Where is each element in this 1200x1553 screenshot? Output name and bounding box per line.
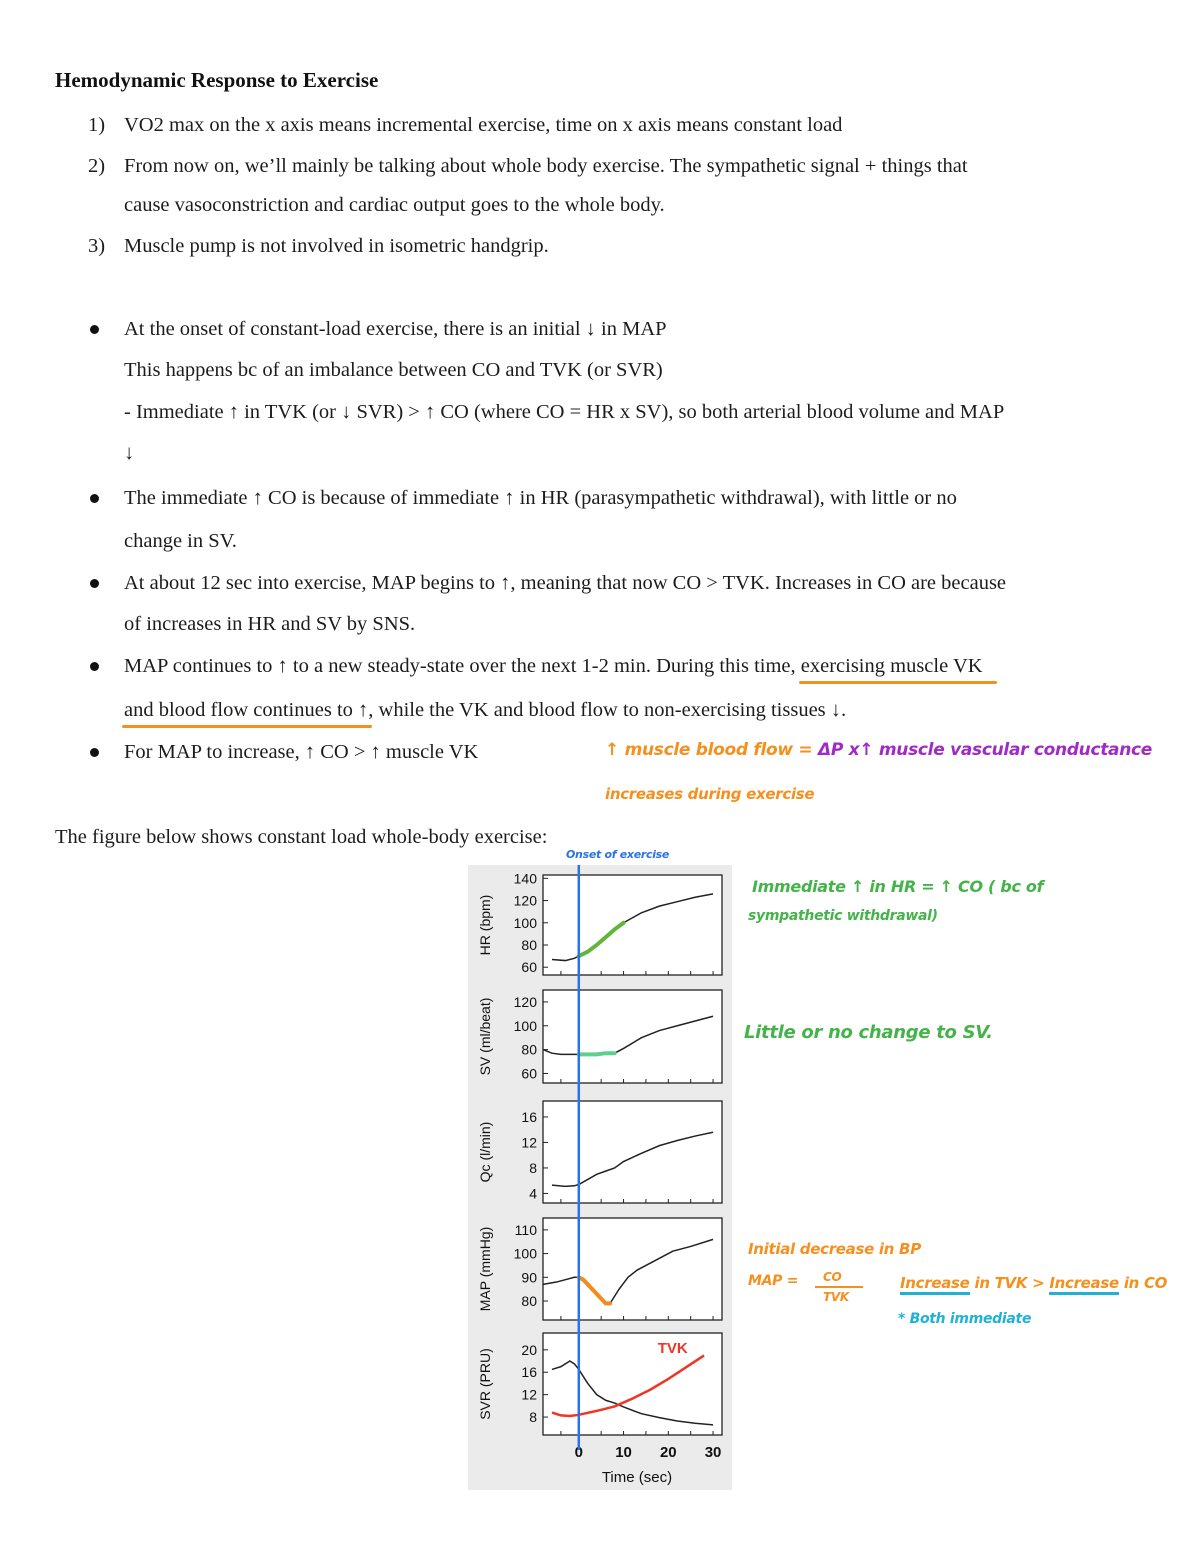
list-text: At the onset of constant-load exercise, there is an initial ↓ in MAP [124, 318, 667, 340]
y-tick-label: 20 [521, 1341, 537, 1358]
highlighted-text: exercising muscle VK [801, 645, 983, 687]
note-sv: Little or no change to SV. [744, 1022, 993, 1043]
plot-frame [543, 1218, 722, 1320]
note-both-immediate: * Both immediate [898, 1311, 1032, 1327]
list-text: cause vasoconstriction and cardiac output goes to the whole body. [124, 194, 665, 216]
note-map-ineq-a: Increase [900, 1274, 970, 1295]
plot-frame [543, 1101, 722, 1203]
note-map-ineq [900, 1274, 1167, 1292]
list-text [124, 645, 983, 687]
highlight-line [579, 1053, 615, 1054]
y-tick-label: 80 [521, 1293, 537, 1310]
note-map-eq-label: MAP = [748, 1273, 799, 1289]
y-tick-label: 120 [513, 993, 537, 1010]
note-hr-1: Immediate ↑ in HR = ↑ CO ( bc of [752, 877, 1044, 896]
page-title: Hemodynamic Response to Exercise [55, 68, 379, 92]
y-axis-label: SV (ml/beat) [477, 997, 493, 1076]
note-onset: Onset of exercise [566, 848, 670, 861]
list-marker: 2) [88, 155, 106, 177]
list-text: The immediate ↑ CO is because of immediate ↑ in HR (parasympathetic withdrawal), with little or no [124, 487, 957, 509]
bullet-dot [90, 494, 99, 503]
y-tick-label: 12 [521, 1134, 537, 1151]
note-map-eq-num: CO [823, 1270, 842, 1284]
list-text: At about 12 sec into exercise, MAP begins to ↑, meaning that now CO > TVK. Increases in CO are because [124, 572, 1007, 594]
x-tick-label: 0 [574, 1444, 583, 1461]
x-tick-label: 10 [615, 1444, 632, 1461]
list-text: This happens bc of an imbalance between CO and TVK (or SVR) [124, 359, 663, 381]
x-tick-label: 20 [659, 1444, 677, 1461]
note-increases: increases during exercise [605, 785, 815, 803]
y-tick-label: 100 [513, 1245, 537, 1262]
x-axis-label: Time (sec) [601, 1469, 673, 1486]
bullet-dot [90, 325, 99, 334]
list-text-plain: , while the VK and blood flow to non-exercising tissues ↓. [368, 699, 847, 721]
highlighted-text: and blood flow continues to ↑ [124, 689, 368, 731]
y-tick-label: 8 [529, 1159, 537, 1176]
plot-frame [543, 990, 722, 1083]
list-marker: 1) [88, 114, 106, 136]
note-map-eq-den: TVK [823, 1290, 849, 1304]
tvk-label: TVK [657, 1340, 688, 1357]
y-tick-label: 16 [521, 1364, 537, 1381]
y-tick-label: 60 [521, 959, 537, 976]
hemodynamic-figure [468, 865, 732, 1490]
bullet-dot [90, 748, 99, 757]
bullet-dot [90, 579, 99, 588]
note-map-ineq-b: in TVK > [974, 1274, 1045, 1292]
note-map-decrease: Initial decrease in BP [748, 1240, 921, 1258]
y-tick-label: 120 [513, 892, 537, 909]
plot-frame [543, 1333, 722, 1435]
note-muscle-flow-a: ↑ muscle blood flow = [605, 740, 813, 760]
list-text: of increases in HR and SV by SNS. [124, 613, 416, 635]
list-text-plain: MAP continues to ↑ to a new steady-state over the next 1-2 min. During this time, [124, 655, 801, 677]
figure-caption: The figure below shows constant load whole-body exercise: [55, 826, 548, 848]
y-tick-label: 60 [521, 1065, 537, 1082]
list-text: From now on, we’ll mainly be talking about whole body exercise. The sympathetic signal + things that [124, 155, 968, 177]
note-hr-2: sympathetic withdrawal) [748, 908, 938, 924]
y-tick-label: 80 [521, 1041, 537, 1058]
y-tick-label: 8 [529, 1409, 537, 1426]
list-text [124, 689, 846, 731]
list-text: - Immediate ↑ in TVK (or ↓ SVR) > ↑ CO (where CO = HR x SV), so both arterial blood volume and MAP [124, 401, 1005, 423]
note-map-ineq-c: Increase [1049, 1274, 1119, 1295]
list-text: change in SV. [124, 530, 237, 552]
fraction-bar [815, 1286, 863, 1288]
list-marker: 3) [88, 235, 106, 257]
list-text: ↓ [124, 442, 135, 464]
y-tick-label: 80 [521, 937, 537, 953]
y-tick-label: 16 [521, 1108, 537, 1125]
y-axis-label: SVR (PRU) [477, 1348, 493, 1420]
y-tick-label: 110 [514, 1221, 537, 1238]
y-axis-label: HR (bpm) [477, 894, 493, 956]
note-muscle-flow-c: ↑ muscle vascular conductance [859, 740, 1153, 760]
x-tick-label: 30 [704, 1444, 722, 1461]
y-tick-label: 100 [513, 914, 537, 931]
bullet-dot [90, 662, 99, 671]
y-axis-label: MAP (mmHg) [477, 1226, 493, 1312]
note-map-ineq-d: in CO [1123, 1274, 1168, 1292]
note-muscle-flow-b: ΔP x [818, 740, 860, 760]
y-tick-label: 140 [513, 870, 537, 887]
y-tick-label: 12 [521, 1386, 537, 1403]
list-text: VO2 max on the x axis means incremental exercise, time on x axis means constant load [124, 114, 843, 136]
list-text: For MAP to increase, ↑ CO > ↑ muscle VK [124, 741, 479, 763]
y-tick-label: 100 [513, 1017, 537, 1034]
list-text: Muscle pump is not involved in isometric handgrip. [124, 235, 549, 257]
note-muscle-flow [605, 740, 1152, 760]
y-tick-label: 4 [529, 1185, 537, 1202]
y-axis-label: Qc (l/min) [477, 1121, 493, 1183]
y-tick-label: 90 [521, 1269, 537, 1286]
